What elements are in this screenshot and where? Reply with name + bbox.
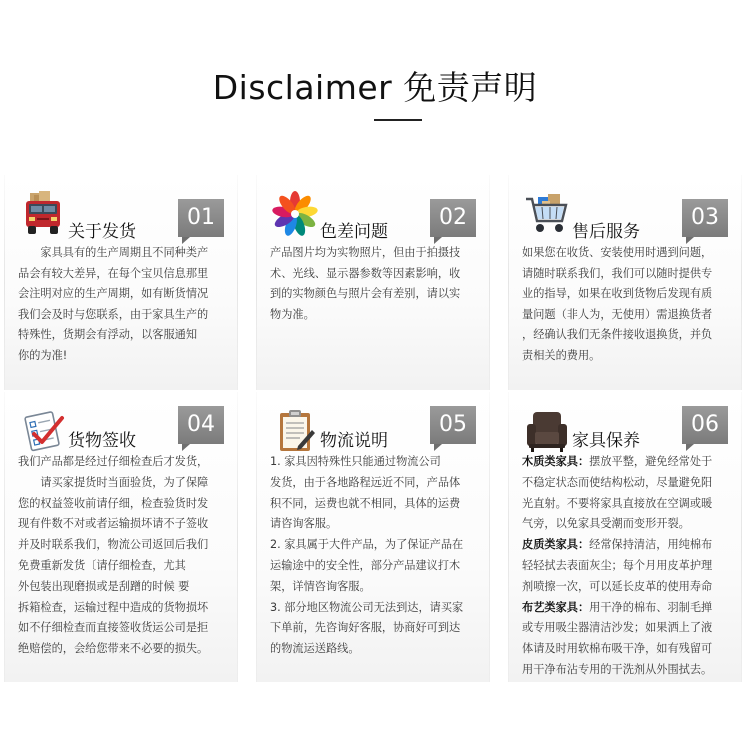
card-body-line [522,660,730,681]
card-body-line: 如果您在收货、安装使用时遇到问题， [522,246,713,259]
card-body-line: 积不同，运费也就不相同，具体的运费 [270,496,461,510]
card-body-line: 请买家提货时当面验货，为了保障 [18,475,209,489]
card-body-line: 运输途中的安全性，部分产品建议打木 [270,558,461,572]
card-body-line [522,494,730,515]
card-body-line: 发货，由于各地路程远近不同，产品体 [270,475,461,489]
card-body-line: 业的指导，如果在收到货物后发现有质 [522,287,713,301]
color-palette-icon [272,191,318,237]
card-shipping [4,175,238,390]
card-body-line: 产品图片均为实物照片，但由于拍摄技 [270,246,461,259]
card-number-badge: 04 [178,406,224,444]
card-number-badge: 03 [682,199,728,237]
card-body-line: 量问题（非人为，无使用）需退换货者 [522,307,713,321]
page-title: Disclaimer 免责声明 [212,68,538,107]
care-category-label: 木质类家具： [522,455,590,468]
card-body-line [522,452,730,473]
card-body-line: 特殊性，货期会有浮动，以客服通知 [18,328,198,342]
card-heading: 关于发货 [68,222,136,242]
armchair-icon [524,408,570,454]
card-body-line: 请随时联系我们，我们可以随时提供专 [522,266,713,280]
card-body-line: 到的实物颜色与照片会有差别，请以实 [270,287,461,301]
card-body-line: 的物流运送路线。 [270,642,360,656]
card-body-line: 会注明对应的生产周期，如有断货情况 [18,287,209,301]
card-body-line [522,514,730,535]
card-body-line: 外包装出现磨损或是刮蹭的时候 要 [18,579,190,593]
card-body-line: ，经确认我们无条件接收退换货，并负 [522,328,713,342]
card-body-line: 3. 部分地区物流公司无法到达，请买家 [270,600,464,614]
card-body-line [522,535,730,556]
card-body [522,452,730,681]
card-number-badge: 06 [682,406,728,444]
card-after-sales [508,175,742,390]
care-text: 气旁，以免家具受潮而变形开裂。 [522,517,690,531]
card-body [522,243,730,367]
card-body-line: 请咨询客服。 [270,517,338,531]
card-body-line: 架，详情咨询客服。 [270,579,371,593]
card-body [18,243,226,367]
care-text: 剂喷擦一次，可以延长皮革的使用寿命 [522,579,713,593]
care-text: 摆放平整，避免经常处于 [589,455,713,468]
shopping-cart-icon [524,191,570,237]
care-text: 体请及时用软棉布吸干净，如有残留可 [522,642,713,656]
card-heading: 物流说明 [320,431,388,451]
care-text: 轻轻拭去表面灰尘；每个月用皮革护理 [522,558,713,572]
card-heading: 售后服务 [572,222,640,242]
card-heading: 货物签收 [68,431,136,451]
card-body-line: 现有件数不对或者运输损坏请不子签收 [18,517,209,531]
care-text: 不稳定状态而使结构松动，尽量避免阳 [522,475,713,489]
card-body-line: 家具具有的生产周期且不同种类产 [18,246,209,259]
care-category-label: 皮质类家具： [522,538,590,552]
card-body-line: 物为准。 [270,307,315,321]
card-body-line [522,598,730,619]
card-body-line: 并及时联系我们，物流公司返回后我们 [18,538,209,552]
card-body-line: 如不仔细检查而直接签收货运公司是拒 [18,621,209,635]
card-body-line: 责相关的费用。 [522,348,601,362]
card-body-line [522,639,730,660]
card-body-line: 1. 家具因特殊性只能通过物流公司 [270,455,441,468]
care-text: 经常保持清洁，用纯棉布 [589,538,713,552]
card-receipt [4,392,238,682]
clipboard-icon [272,408,318,454]
card-body [18,452,226,660]
card-body-line [522,577,730,598]
card-heading: 家具保养 [572,431,640,451]
care-text: 用干净的棉布、羽制毛掸 [589,600,713,614]
card-logistics [256,392,490,682]
card-body-line: 你的为准! [18,348,68,362]
card-number-badge: 05 [430,406,476,444]
card-body-line: 2. 家具属于大件产品，为了保证产品在 [270,538,464,552]
card-body-line: 我们产品都是经过仔细检查后才发货， [18,455,209,468]
card-heading: 色差问题 [320,222,388,242]
card-number-badge: 01 [178,199,224,237]
card-body-line: 我们会及时与您联系，由于家具生产的 [18,307,209,321]
delivery-truck-icon [20,191,66,237]
card-body-line: 品会有较大差异，在每个宝贝信息那里 [18,266,209,280]
card-body-line: 免费重新发货〔请仔细检查，尤其 [18,558,186,572]
care-category-label: 布艺类家具： [522,600,590,614]
card-body-line [522,473,730,494]
card-body-line: 绝赔偿的，会给您带来不必要的损失。 [18,642,209,656]
card-body-line: 您的权益签收前请仔细，检查验货时发 [18,496,209,510]
card-body-line: 拆箱检查，运输过程中造成的货物损坏 [18,600,209,614]
care-text: 或专用吸尘器清洁沙发；如果洒上了液 [522,621,713,635]
card-body-line: 术、光线、显示器参数等因素影响，收 [270,266,461,280]
card-body [270,243,478,325]
card-furniture-care [508,392,742,682]
card-body-line [522,618,730,639]
card-color-difference [256,175,490,390]
checklist-icon [20,408,66,454]
care-text: 光直射。不要将家具直接放在空调或暖 [522,496,713,510]
card-body-line: 下单前，先咨询好客服，协商好可到达 [270,621,461,635]
card-number-badge: 02 [430,199,476,237]
card-body-line [522,556,730,577]
card-body [270,452,478,660]
title-divider [374,119,422,121]
care-text: 用干净布沾专用的干洗剂从外围拭去。 [522,662,713,676]
